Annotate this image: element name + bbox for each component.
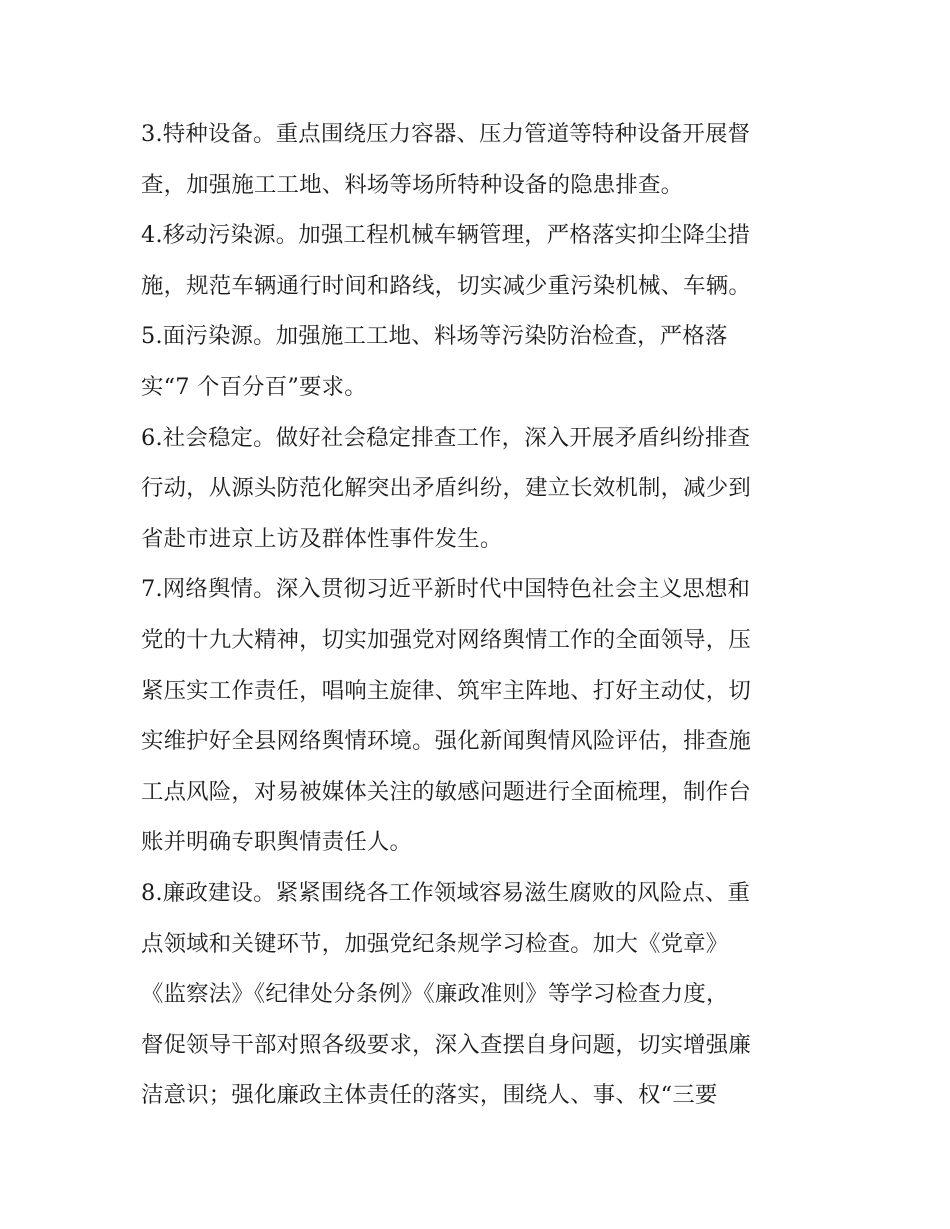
text-line: 7.网络舆情。深入贯彻习近平新时代中国特色社会主义思想和 bbox=[141, 576, 751, 603]
paragraph bbox=[141, 564, 813, 868]
text-line: 《监察法》《纪律处分条例》《廉政准则》等学习检查力度， bbox=[141, 981, 729, 1008]
text-line: 账并明确专职舆情责任人。 bbox=[141, 829, 413, 856]
text-line: 实“7 个百分百”要求。 bbox=[141, 373, 367, 400]
paragraph bbox=[141, 210, 813, 311]
text-line: 施，规范车辆通行时间和路线，切实减少重污染机械、车辆。 bbox=[141, 272, 751, 299]
paragraph bbox=[141, 413, 813, 565]
document-body bbox=[141, 109, 813, 1121]
text-line: 洁意识；强化廉政主体责任的落实，围绕人、事、权“三要 bbox=[141, 1082, 718, 1109]
text-line: 工点风险，对易被媒体关注的敏感问题进行全面梳理，制作台 bbox=[141, 778, 751, 805]
text-line: 行动，从源头防范化解突出矛盾纠纷，建立长效机制，减少到 bbox=[141, 475, 751, 502]
text-line: 省赴市进京上访及群体性事件发生。 bbox=[141, 525, 503, 552]
text-line: 查，加强施工工地、料场等场所特种设备的隐患排查。 bbox=[141, 171, 684, 198]
text-line: 实维护好全县网络舆情环境。强化新闻舆情风险评估，排查施 bbox=[141, 728, 751, 755]
paragraph bbox=[141, 868, 813, 1121]
text-line: 3.特种设备。重点围绕压力容器、压力管道等特种设备开展督 bbox=[141, 121, 751, 147]
text-line: 5.面污染源。加强施工工地、料场等污染防治检查，严格落 bbox=[141, 323, 728, 350]
paragraph bbox=[141, 311, 813, 412]
text-line: 8.廉政建设。紧紧围绕各工作领域容易滋生腐败的风险点、重 bbox=[141, 879, 751, 906]
text-line: 4.移动污染源。加强工程机械车辆管理，严格落实抑尘降尘措 bbox=[141, 222, 751, 249]
text-line: 督促领导干部对照各级要求，深入查摆自身问题，切实增强廉 bbox=[141, 1031, 751, 1058]
text-line: 紧压实工作责任，唱响主旋律、筑牢主阵地、打好主动仗，切 bbox=[141, 677, 751, 704]
text-line: 6.社会稳定。做好社会稳定排查工作，深入开展矛盾纠纷排查 bbox=[141, 424, 751, 451]
paragraph bbox=[141, 109, 813, 210]
text-line: 党的十九大精神，切实加强党对网络舆情工作的全面领导，压 bbox=[141, 626, 751, 653]
text-line: 点领域和关键环节，加强党纪条规学习检查。加大《党章》 bbox=[141, 930, 729, 957]
